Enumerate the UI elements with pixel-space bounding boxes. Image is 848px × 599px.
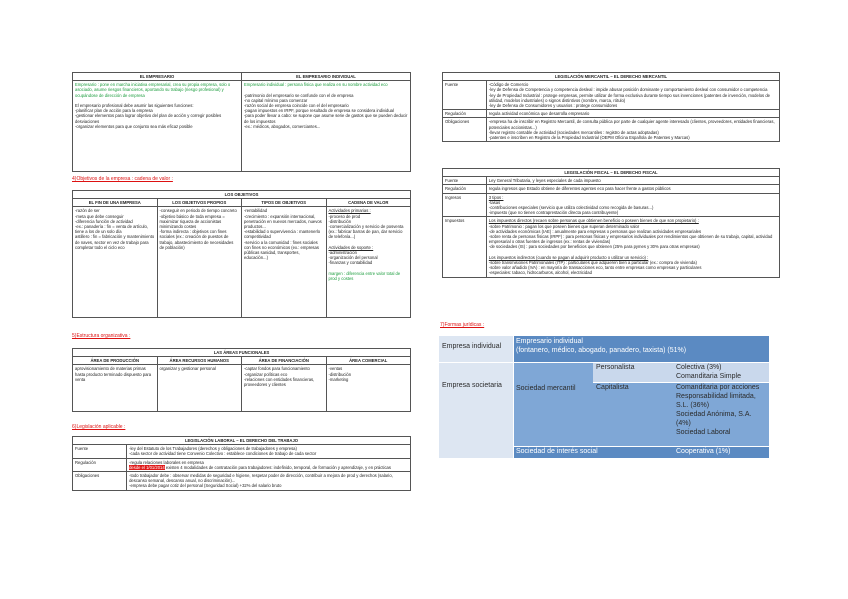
areas-item: -marketing [328,376,349,382]
estructura-section-title: 5)Estructura organizativa : [72,333,131,339]
divider [593,382,769,383]
fiscal-line: regula ingresos que Estado obtiene de diferentes agentes eco para hacer frente a gastos públicos [488,186,671,192]
areas-item: -ventas [328,366,343,372]
mercantil-row-label: Obligaciones [443,118,487,142]
laboral-row-content [127,458,411,471]
objetivos-cell [242,207,327,318]
divider [513,336,514,458]
mercantil-line: -Código de Comercio [488,82,529,88]
mercantil-line: -ley de Defensa de Consumidores y usuarios : protege consumidores [488,103,618,109]
laboral-line: -todo trabajador debe : observar medidas de seguridad e higiene, respetar poder de dirección, contribuir a mejora de prod y derechos (salario, descanso semanal, descanso anual, no discriminación)... [129,473,393,484]
empresario-table [72,72,411,172]
fiscal-line: -sobre transmisiones Patrimoniales (ITP) : particulares que adquieren bien a particular (ex.: compra de vivienda) [488,260,697,266]
empresario-individual-line: -no capital mínimo para comenzar [244,97,308,103]
empresario-individual-line: -para poder llevar a cabo: se supone que asume serie de gastos que se pueden deducir de los impuestos [244,113,408,124]
objetivos-col-header: CADENA DE VALOR [326,199,411,207]
colectiva-item: Colectiva (3%) [676,364,722,371]
empresa-individual-label: Empresa individual [442,343,502,350]
fiscal-line: -sobre Patrimonio : pagan los que poseen bienes que superan determinado valor [488,223,640,229]
objetivos-item: -forma indirecta : objetivos con fines sociales (ex.: creación de puestos de trabajo, abastecimiento de necesidades de población) [159,229,234,250]
empresario-line: -gestionar elementos para lograr objetivo del plan de acción y corregir posibles desviaciones [75,113,222,124]
fiscal-subtitle: Los impuestos directos (recaen sobre personas que obtienen beneficio o poseen bienes de que son propietario) : [488,218,699,224]
objetivos-item: -proceso de prod [328,213,361,219]
mercantil-row-content [486,118,779,142]
mercantil-line: -empresa ha de inscribir en Registro Mercantil, de consulta pública por parte de cualquier agente interesado (clientes, proveedores, entidades financieras, potenciales accionistas...) [488,119,775,130]
laboral-line: -cada sector de actividad tiene Convenio Colectivo : establece condiciones de trabajo de cada sector [129,451,317,457]
laboral-row-content [127,445,411,458]
objetivos-item: -organización del personal [328,255,378,261]
empresario-individual-line: -patrimonio del empresario se confunde con el de empresa [244,92,354,98]
mercantil-line: regula actividad económica que desarrolla empresario [488,111,590,117]
fiscal-row-content [486,177,779,185]
cooperativa-box: Cooperativa (1%) [673,446,769,458]
capitalista-item: Sociedad Laboral [676,429,731,436]
areas-cell [242,365,327,412]
laboral-line: existen 4 modalidades de contratación para trabajadores: indefinido, temporal, de formación y aprendizaje, y en prácticas [164,464,391,470]
empresario-individual-line: -pagan impuestos en IRPF, porque resultado de empresa se considera individual [244,108,394,114]
fiscal-table [442,168,780,278]
mercantil-line: -ley de Defensa de Competencia y competencia desleal : impide abusar posición dominante y comportamiento desleal con consumidor o competencia [488,87,768,93]
empresario-individual-line: -razón social de empresa coincide con el del empresario [244,103,349,109]
comanditaria-simple-item: Comanditaria Simple [676,373,741,380]
empresario-line: El empresario profesional debe asumir las siguientes funciones: [75,103,194,109]
formas-section-title: 7)Formas jurídicas : [440,322,485,328]
sociedad-mercantil-box: Sociedad mercantil [513,362,593,446]
interes-social-box: Sociedad de interés social [513,446,673,458]
capitalista-label: Capitalista [593,382,673,446]
fiscal-row-content [486,217,779,277]
objetivos-table [72,190,411,318]
formas-juridicas-diagram [439,336,769,458]
fiscal-row-content [486,193,779,217]
fiscal-subtitle: Los impuestos indirectos (cuando se pagan al adquirir producto o utilizar un servicio) : [488,254,649,260]
divider [513,446,769,447]
fiscal-row-label: Regulación [443,185,487,193]
fiscal-line: -de sociedades (IS) : para sociedades por beneficios que obtienen (25% para pymes y 30% para otras empresas) [488,244,700,250]
fiscal-title: LEGISLACIÓN FISCAL – EL DERECHO FISCAL [443,169,780,177]
objetivos-item: -ex.: panadería : fin = venta de artículo, tiene a los de un solo día [75,224,148,235]
objetivos-item: astillero : fin = fabricación y mantenimiento de naves, sector en vez de trabajo para completar todo el ciclo eco [75,234,155,250]
personalista-list [673,362,769,382]
laboral-line: -ley del Estatuto de los Trabajadores (derechos y obligaciones de trabajadores y empresa) [129,446,297,452]
objetivos-item: -estabilidad o supervivencia : mantenerlo competitividad [244,229,321,240]
mercantil-row-label: Fuente [443,81,487,110]
fiscal-line: -sobre renta de personas físicas (IRPF) : para personas físicas y empresarios individuales por rendimientos que obtienen de su trabajo, capital, actividad empresarial o otras fuentes de ingresos (ex.: rentas de viviendas) [488,234,773,245]
areas-col-header: ÁREA DE PRODUCCIÓN [73,357,158,365]
areas-item: aprovisionamiento de materias primas hasta producto terminado dispuesto para venta [75,366,152,382]
objetivos-item: -finanzas y contabilidad [328,260,373,266]
areas-col-header: ÁREA DE FINANCIACIÓN [242,357,327,365]
mercantil-line: -ley de Propiedad Industrial : protege empresas, permite utilizar de forma exclusiva durante tiempo sus invenciones (patentes de invención, modelos de utilidad, modelos industriales) o signos distintivos (nombre, marca, rótulo) [488,92,770,103]
actividades-soporte-title: Actividades de soporte : [328,244,374,250]
mercantil-title: LEGISLACIÓN MERCANTIL – EL DERECHO MERCANTIL [443,73,780,81]
areas-item: -captar fondos para funcionamiento [244,366,310,372]
laboral-line: -regula relaciones laborales en empresa [129,459,204,465]
areas-item: organizar y gestionar personal [159,366,216,372]
areas-col-header: ÁREA RECURSOS HUMANOS [157,357,242,365]
mercantil-row-content [486,81,779,110]
objetivos-item: -razón de ser [75,208,100,214]
capitalista-list [673,382,769,446]
fiscal-row-label: Impuestos [443,217,487,277]
objetivos-item: -servicio a la comunidad : fines sociales con fines no económicos (ex.: empresas públicas sanidad, transportes, educación...) [244,239,319,261]
objetivos-title: LOS OBJETIVOS [73,191,411,199]
empresario-cell [73,81,242,172]
fiscal-line: Ley General Tributaria, y leyes especiales de cada impuesto [488,178,601,184]
capitalista-item: Responsabilidad limitada, S.L. (36%) [676,393,756,409]
fiscal-row-label: Fuente [443,177,487,185]
mercantil-line: -llevar registro contable de actividad (sociedades mercantiles : registro de actas adoptadas) [488,129,659,135]
empresario-definition: Empresario : pone en marcha iniciativa empresarial, crea su propia empresa, solo o asociado, asume riesgos financieros, aportando su trabajo (riesgo profesional) y ocupándose de dirección de empresa [75,82,231,98]
actividades-primarias-title: Actividades primarias : [328,208,371,214]
empresario-individual-box [513,336,769,362]
areas-cell [326,365,411,412]
fiscal-subtitle: 3 tipos : [488,194,504,200]
margen-note: margen : diferencia entre valor total de prod y costes [328,270,401,282]
mercantil-row-content [486,110,779,118]
fiscal-row-content [486,185,779,193]
objetivos-col-header: LOS OBJETIVOS PROPIOS [157,199,242,207]
areas-col-header: ÁREA COMERCIAL [326,357,411,365]
personalista-label: Personalista [593,362,673,382]
legislacion-section-title: 6)Legislación aplicable : [72,424,126,430]
areas-cell [157,365,242,412]
empresario-line: -organizar elementos para que conjunto sea más eficaz posible [75,123,193,129]
objetivos-item: -administración [328,250,357,256]
areas-item: -organizar políticas eco [244,371,288,377]
objetivos-cell [157,207,242,318]
fiscal-line: -contribuciones especiales (servicio que utiliza colectividad como recogida de basuras...) [488,205,654,211]
fiscal-line: -tasas [488,199,501,205]
objetivos-cell [326,207,411,318]
empresario-individual-definition: Empresario individual : persona física que realiza en su nombre actividad eco [244,82,388,88]
empresario-individual-title: Empresario individual [516,338,583,345]
objetivos-item: -rentabilidad [244,208,268,214]
empresa-societaria-label: Empresa societaria [442,382,502,389]
objetivos-item: -objetivo básico de toda empresa = maximizar riqueza de accionistas minimizando costes [159,213,225,230]
fiscal-line: -sobre valor añadido (IVA) : en mayoría de transacciones eco, tanto entre empresas como empresas y particulares [488,265,702,271]
areas-item: -distribución [328,371,352,377]
laboral-row-content [127,472,411,491]
areas-title: LAS ÁREAS FUNCIONALES [73,349,411,357]
objetivos-item: -conseguir en periodo de tiempo concreto [159,208,237,214]
objetivos-item: -meta que debe conseguir [75,213,124,219]
laboral-line: -empresa debe pagar cotiz del personal (Seguridad Social) +32% del salario bruto [129,483,282,489]
areas-cell [73,365,158,412]
empresario-individual-header: EL EMPRESARIO INDIVIDUAL [242,73,411,81]
empresario-individual-list: (fontanero, médico, abogado, panadero, taxista) (51%) [516,347,687,354]
objetivos-cell [73,207,158,318]
objetivos-item: -distribución [328,218,352,224]
empresario-individual-cell [242,81,411,172]
objetivos-item: -comercialización y servicio de posventa (ex.: fabricar barras de pan, dar servicio de telefonía...) [328,224,404,240]
divider [439,362,769,363]
laboral-row-label: Obligaciones [73,472,127,491]
laboral-highlight: desde el 1/01/2014 [129,464,165,470]
objetivos-section-title: 4)Objetivos de la empresa : cadena de valor : [72,176,173,182]
objetivos-col-header: EL FIN DE UNA EMPRESA [73,199,158,207]
fiscal-line: -especiales: tabaco, hidrocarburos, alcohol, electricidad [488,270,592,276]
laboral-row-label: Regulación [73,458,127,471]
objetivos-col-header: TIPOS DE OBJETIVOS [242,199,327,207]
objetivos-item: -diferencia función de actividad [75,218,133,224]
laboral-title: LEGISLACIÓN LABORAL – EL DERECHO DEL TRABAJO [73,437,411,445]
capitalista-item: Sociedad Anónima, S.A. (4%) [676,411,752,427]
laboral-row-label: Fuente [73,445,127,458]
empresario-header: EL EMPRESARIO [73,73,242,81]
fiscal-row-label: Ingresos [443,193,487,217]
mercantil-row-label: Regulación [443,110,487,118]
laboral-table [72,436,411,491]
empresario-individual-line: -ex.: médicos, abogados, comerciantes... [244,123,321,129]
areas-table [72,348,411,412]
areas-item: -relaciones con entidades financieras, proveedores y clientes [244,376,315,388]
mercantil-table [442,72,780,142]
fiscal-line: -impuesto (que no tienen contraprestación directa para contribuyente) [488,210,619,216]
objetivos-item: -crecimiento : expansión internacional, penetración en nuevos mercados, nuevos productos... [244,213,322,230]
fiscal-line: -de actividades económicas (IAE) : anualmente para empresas o personas que realizan actividades empresariales [488,228,702,234]
capitalista-item: Comanditaria por acciones [676,384,760,391]
empresario-line: -planificar plan de acción para la empresa [75,108,153,114]
mercantil-line: -patentes e inscriben en Registro de la Propiedad Industrial (OEPM Oficina Española de Patentes y Marcas) [488,135,690,141]
